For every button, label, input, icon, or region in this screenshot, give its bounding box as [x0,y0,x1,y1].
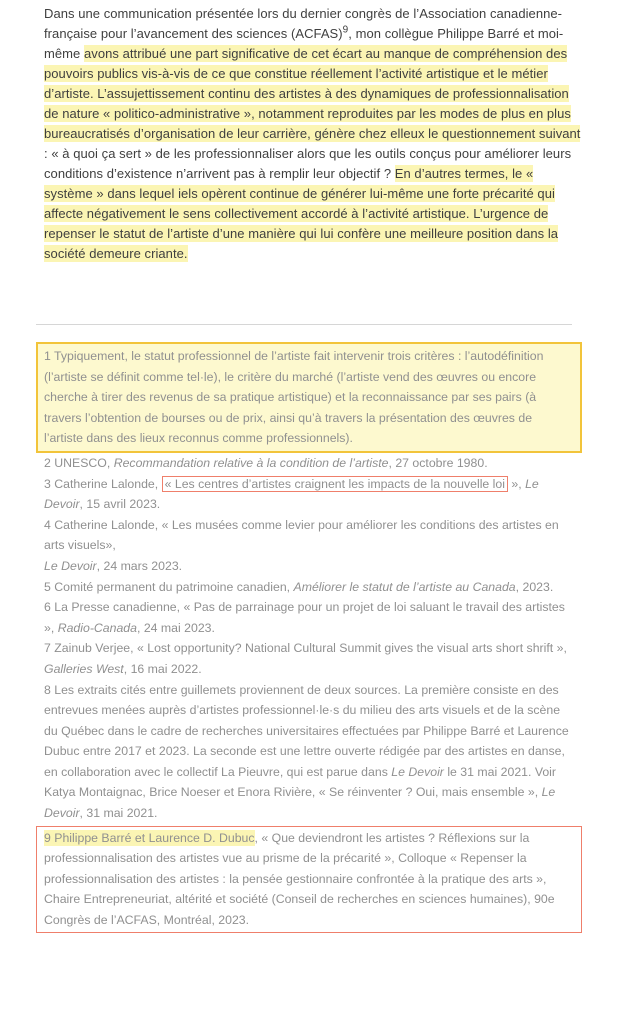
footnote-5 [36,577,582,598]
footnote-source: Le Devoir [44,476,539,512]
footnote-text: 1 Typiquement, le statut professionnel de l’artiste fait intervenir trois critères : l’autodéfinition (l’artiste se définit comme tel·le), le critère du marché (l’artiste vend des œuvres ou encore cherche à tirer des revenus de sa pratique artistique) et la reconnaissance par ses pairs (à travers l’obtention de bourses ou de prix, ainsi qu’à travers la présentation des œuvres de l’artiste dans des lieux reconnus comme professionnels). [44,349,544,446]
footnote-title: Recommandation relative à la condition de l’artiste [113,455,389,470]
footnote-source: Le Devoir [44,785,556,821]
footnote-ref-9[interactable]: 9 [342,24,349,36]
footnote-title: Améliorer le statut de l’artiste au Canada [293,579,516,594]
footnote-text: 2 UNESCO, [44,455,114,470]
footnote-source: Radio-Canada [57,620,137,635]
footnote-text: , « Que deviendront les artistes ? Réflexions sur la professionnalisation des artistes vue au prisme de la précarité », Colloque « Repenser la professionnalisation des artistes : la pensée gestionnaire confrontée à la pratique des arts », Chaire Entrepreneuriat, altérité et société (Conseil de recherches en sciences humaines), 90e Congrès de l’ACFAS, Montréal, 2023. [44,830,555,928]
footnote-9 [36,826,582,933]
paragraph-text: : « à quoi ça sert » de les professionnaliser alors que les outils conçus pour améliorer leurs conditions d’existence n’arrivent pas à remplir leur objectif ? [44,146,572,181]
footnote-text: 5 Comité permanent du patrimoine canadien, [44,579,294,594]
footnote-text: 6 La Presse canadienne, « Pas de parrainage pour un projet de loi saluant le travail des artistes », [44,600,565,635]
footnote-8 [36,680,582,824]
footnote-4 [36,515,582,577]
main-paragraph [44,4,582,264]
footnote-text: 3 Catherine Lalonde, [44,476,162,491]
footnote-text: 8 Les extraits cités entre guillemets proviennent de deux sources. La première consiste en des entrevues menées auprès d’artistes professionnel·le·s du milieu des arts visuels et de la scène du Québec dans le cadre de recherches universitaires effectuées par Philippe Barré et Laurence Dubuc entre 2017 et 2023. La seconde est une lettre ouverte rédigée par des artistes en danse, en collaboration avec le collectif La Pieuvre, qui est parue dans [44,682,569,779]
footnote-text: , 16 mai 2022. [123,661,202,676]
boxed-title: « Les centres d’artistes craignent les impacts de la nouvelle loi [162,476,508,492]
footnote-7 [36,638,582,679]
paragraph-text: , mon collègue Philippe Barré et moi-même [44,26,564,61]
footnote-source: Le Devoir [391,764,444,779]
footnote-text: , 27 octobre 1980. [388,455,488,470]
footnote-2 [36,453,582,474]
footnote-source: Galleries West [44,661,124,676]
footnote-text: 7 Zainub Verjee, « Lost opportunity? National Cultural Summit gives the visual arts short shrift », [44,641,567,656]
footnote-text: 4 Catherine Lalonde, « Les musées comme levier pour améliorer les conditions des artistes en arts visuels», [44,517,559,553]
footnote-source: Le Devoir [44,558,97,573]
highlighted-authors: 9 Philippe Barré et Laurence D. Dubuc [44,830,255,845]
footnote-text: », [508,476,526,491]
divider [36,324,572,325]
paragraph-text: Dans une communication présentée lors du dernier congrès de l’Association canadienne-française pour l’avancement des sciences (ACFAS) [44,6,563,41]
footnote-text: , 24 mai 2023. [137,620,215,635]
footnote-text: , 24 mars 2023. [96,558,183,573]
footnote-6 [36,597,582,638]
footnotes-list [36,342,582,933]
footnote-text: , 15 avril 2023. [79,497,161,512]
footnote-text: , 2023. [515,579,554,594]
footnote-text: le 31 mai 2021. Voir Katya Montaignac, Brice Noeser et Enora Rivière, « Se réinventer ? Oui, mais ensemble », [44,764,557,800]
footnote-3 [36,474,582,515]
footnote-1 [36,342,582,453]
footnote-text: , 31 mai 2021. [79,806,158,821]
highlighted-text: En d’autres termes, le « système » dans lequel iels opèrent continue de générer lui-même une forte précarité qui affecte négativement le sens collectivement accordé à l’activité artistique. L’urgence de repenser le statut de l’artiste d’une manière qui lui confère une meilleure position dans la société demeure criante. [44,166,559,261]
highlighted-text: avons attribué une part significative de cet écart au manque de compréhension des pouvoirs publics vis-à-vis de ce que constitue réellement l’activité artistique et le métier d’artiste. L’assujettissement continu des artistes à des dynamiques de professionnalisation de nature « politico-administrative », notamment reproduites par les modes de plus en plus bureaucratisés d’organisation de leur carrière, génère chez elleux le questionnement suivant [44,46,581,141]
